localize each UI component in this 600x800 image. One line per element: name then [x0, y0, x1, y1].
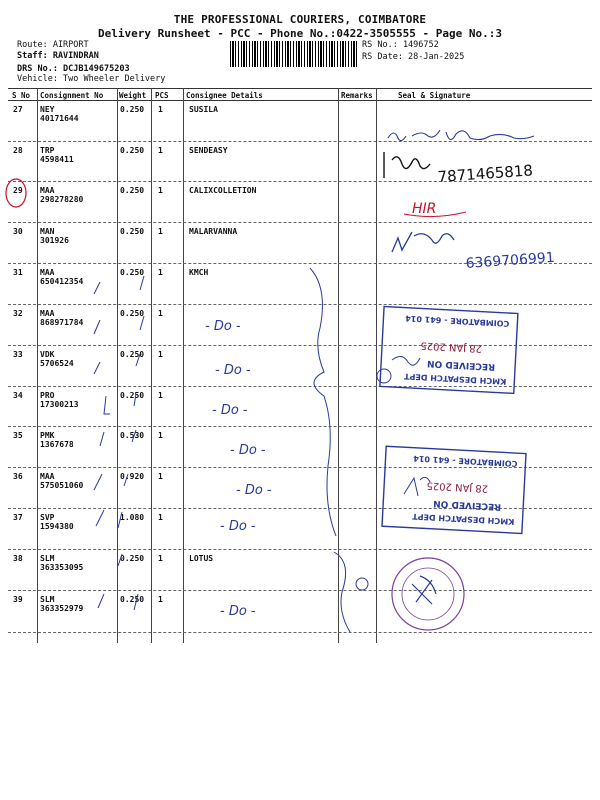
col-header-sno: S No: [12, 91, 31, 100]
cell-weight: 0.530: [120, 431, 145, 440]
cell-pcs: 1: [158, 431, 163, 440]
cell-pcs: 1: [158, 105, 163, 114]
svg-text:RECEIVED ON: RECEIVED ON: [432, 497, 502, 512]
cell-weight: 0.250: [120, 350, 145, 359]
cell-sno: 31: [13, 268, 23, 277]
ditto-row-37: - Do -: [220, 519, 256, 534]
cell-pcs: 1: [158, 554, 163, 563]
col-header-remarks: Remarks: [341, 91, 373, 100]
signature-row-30: [392, 232, 454, 252]
col-header-seal-signature: Seal & Signature: [398, 91, 471, 100]
ditto-row-32: - Do -: [205, 319, 241, 334]
vehicle-label: Vehicle: Two Wheeler Delivery: [17, 74, 166, 84]
svg-text:28 JAN 2025: 28 JAN 2025: [426, 479, 489, 494]
cell-pcs: 1: [158, 268, 163, 277]
cell-consignee: LOTUS: [189, 554, 214, 563]
receipt-stamp-1: [380, 306, 518, 393]
cell-pcs: 1: [158, 513, 163, 522]
cell-weight: 0.920: [120, 472, 145, 481]
signature-row-27: [388, 130, 534, 141]
ditto-row-33: - Do -: [215, 363, 251, 378]
staff-label: Staff: RAVINDRAN: [17, 51, 99, 61]
cell-cno: SLM 363352979: [40, 595, 84, 613]
svg-text:COIMBATORE - 641 014: COIMBATORE - 641 014: [405, 313, 510, 329]
cell-weight: 1.080: [120, 513, 145, 522]
route-label: Route: AIRPORT: [17, 40, 89, 50]
cell-pcs: 1: [158, 391, 163, 400]
cell-weight: 0.250: [120, 309, 145, 318]
cell-cno: MAA 575051060: [40, 472, 84, 490]
phone-row-28: 7871465818: [437, 161, 534, 186]
brace-mark: [310, 268, 336, 536]
svg-text:28 JAN 2025: 28 JAN 2025: [420, 339, 483, 354]
cell-cno: SVP 1594380: [40, 513, 74, 531]
svg-text:KMCH DESPATCH DEPT: KMCH DESPATCH DEPT: [403, 371, 507, 386]
cell-cno: SLM 363353095: [40, 554, 84, 572]
cell-cno: MAA 868971784: [40, 309, 84, 327]
cell-cno: TRP 4598411: [40, 146, 74, 164]
cell-weight: 0.250: [120, 146, 145, 155]
signature-row-28: [384, 152, 430, 178]
circle-mark-29: [6, 179, 26, 207]
round-seal-lotus: [392, 558, 464, 630]
svg-text:KMCH DESPATCH DEPT: KMCH DESPATCH DEPT: [412, 511, 515, 527]
col-header-consignee: Consignee Details: [186, 91, 263, 100]
svg-text:RECEIVED ON: RECEIVED ON: [426, 357, 496, 372]
cell-pcs: 1: [158, 472, 163, 481]
cell-weight: 0.250: [120, 186, 145, 195]
drs-number: DRS No.: DCJB149675203: [17, 64, 130, 74]
ditto-row-39: - Do -: [220, 604, 256, 619]
rs-number: RS No.: 1496752: [362, 40, 439, 50]
cell-consignee: MALARVANNA: [189, 227, 238, 236]
cell-cno: PRO 17300213: [40, 391, 79, 409]
cell-weight: 0.250: [120, 595, 145, 604]
hir-mark-29: HIR: [412, 201, 437, 217]
cell-sno: 35: [13, 431, 23, 440]
cell-pcs: 1: [158, 146, 163, 155]
cell-sno: 32: [13, 309, 23, 318]
cell-consignee: KMCH: [189, 268, 209, 277]
cell-pcs: 1: [158, 309, 163, 318]
cell-consignee: CALIXCOLLETION: [189, 186, 257, 195]
cell-weight: 0.250: [120, 554, 145, 563]
col-header-pcs: PCS: [155, 91, 169, 100]
cell-sno: 28: [13, 146, 23, 155]
cell-sno: 27: [13, 105, 23, 114]
cell-pcs: 1: [158, 227, 163, 236]
ditto-row-35: - Do -: [230, 443, 266, 458]
cell-pcs: 1: [158, 186, 163, 195]
runsheet-subtitle: Delivery Runsheet - PCC - Phone No.:0422-3505555 - Page No.:3: [98, 27, 502, 40]
ditto-row-36: - Do -: [236, 483, 272, 498]
cell-sno: 29: [13, 186, 23, 195]
cell-weight: 0.250: [120, 105, 145, 114]
cell-consignee: SUSILA: [189, 105, 218, 114]
cell-pcs: 1: [158, 595, 163, 604]
company-title: THE PROFESSIONAL COURIERS, COIMBATORE: [173, 13, 427, 26]
rs-date: RS Date: 28-Jan-2025: [362, 52, 465, 62]
col-header-consignment: Consignment No: [40, 91, 104, 100]
cell-cno: MAA 650412354: [40, 268, 84, 286]
cell-weight: 0.250: [120, 268, 145, 277]
cell-sno: 37: [13, 513, 23, 522]
svg-text:COIMBATORE - 641 014: COIMBATORE - 641 014: [413, 453, 518, 469]
cell-pcs: 1: [158, 350, 163, 359]
cell-sno: 39: [13, 595, 23, 604]
phone-row-30: 6369706991: [465, 249, 556, 272]
cell-sno: 36: [13, 472, 23, 481]
receipt-stamp-2: [382, 446, 526, 533]
cell-consignee: SENDEASY: [189, 146, 228, 155]
cell-cno: VDK 5706524: [40, 350, 74, 368]
cell-sno: 34: [13, 391, 23, 400]
cell-cno: MAA 298278280: [40, 186, 84, 204]
cell-cno: PMK 1367678: [40, 431, 74, 449]
cell-cno: MAN 301926: [40, 227, 69, 245]
cell-weight: 0.250: [120, 391, 145, 400]
cell-sno: 30: [13, 227, 23, 236]
cell-sno: 33: [13, 350, 23, 359]
col-header-weight: Weight: [119, 91, 147, 100]
cell-cno: NEY 40171644: [40, 105, 79, 123]
cell-sno: 38: [13, 554, 23, 563]
cell-weight: 0.250: [120, 227, 145, 236]
ditto-row-34: - Do -: [212, 403, 248, 418]
